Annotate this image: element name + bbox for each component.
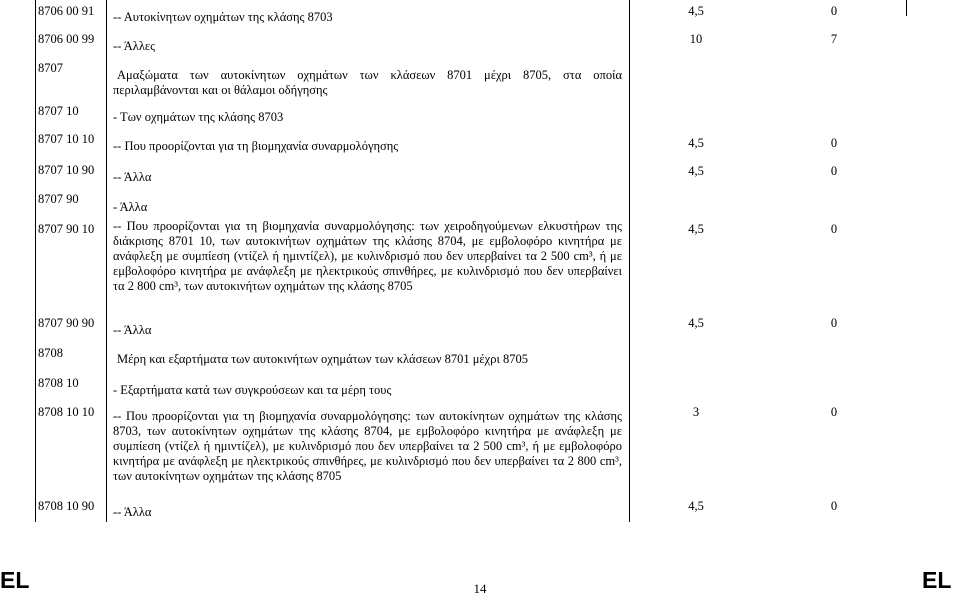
tariff-code: 8708 10 90 xyxy=(38,499,95,513)
duty-rate: 4,5 xyxy=(688,4,704,18)
table-rule-code-desc xyxy=(106,0,107,522)
duty-rate: 4,5 xyxy=(688,222,704,236)
duty-rate: 4,5 xyxy=(688,499,704,513)
tariff-description: -- Που προορίζονται για τη βιομηχανία συναρμολόγησης xyxy=(113,139,399,153)
table-rule-left xyxy=(35,0,36,522)
tariff-description: Μέρη και εξαρτήματα των αυτοκινήτων οχημάτων των κλάσεων 8701 μέχρι 8705 xyxy=(117,352,528,366)
tariff-description: -- Άλλες xyxy=(113,39,156,53)
tariff-code: 8707 90 xyxy=(38,192,79,206)
duty-rate: 4,5 xyxy=(688,136,704,150)
tariff-code: 8707 10 90 xyxy=(38,163,95,177)
footer-language-code-right: EL xyxy=(922,567,952,593)
tariff-code: 8707 90 90 xyxy=(38,316,95,330)
tariff-code: 8707 90 10 xyxy=(38,222,95,236)
quota-value: 0 xyxy=(830,4,838,18)
tariff-code: 8707 10 xyxy=(38,104,79,118)
table-rule-right xyxy=(906,0,907,16)
tariff-description: -- Άλλα xyxy=(113,323,152,337)
tariff-description: -- Άλλα xyxy=(113,170,152,184)
quota-value: 7 xyxy=(830,32,838,46)
tariff-description: -- Που προορίζονται για τη βιομηχανία συναρμολόγησης: των χειροδηγούμενων ελκυστήρων της διάκρισης 8701 10, των αυτοκινήτων οχημάτων της κλάσης 8704, με εμβολοφόρο κινητήρα με ανάφλεξη με συμπίεση (ντίζελ ή ημιντίζελ), με κυλινδρισμό που δεν υπερβαίνει τα 2 500 cm³, ή με εμβολοφόρο κινητήρα με ανάφλεξη με ηλεκτρικούς σπινθήρες, με κυλινδρισμό που δεν υπερβαίνει τα 2 800 cm³, των αυτοκινήτων οχημάτων της κλάσης 8705 xyxy=(113,219,622,293)
duty-rate: 10 xyxy=(689,32,703,46)
tariff-description: - Εξαρτήματα κατά των συγκρούσεων και τα μέρη τους xyxy=(113,383,392,397)
quota-value: 0 xyxy=(830,136,838,150)
tariff-code: 8708 10 10 xyxy=(38,405,95,419)
quota-value: 0 xyxy=(830,405,838,419)
tariff-description: -- Αυτοκίνητων οχημάτων της κλάσης 8703 xyxy=(113,10,333,24)
tariff-description: - Άλλα xyxy=(113,200,148,214)
footer-language-code-left: EL xyxy=(0,567,30,593)
tariff-code: 8706 00 99 xyxy=(38,32,95,46)
page-number: 14 xyxy=(473,581,487,596)
tariff-code: 8707 xyxy=(38,61,63,75)
quota-value: 0 xyxy=(830,316,838,330)
tariff-code: 8708 10 xyxy=(38,376,79,390)
tariff-description: - Των οχημάτων της κλάσης 8703 xyxy=(113,110,284,124)
tariff-code: 8708 xyxy=(38,346,63,360)
tariff-code: 8707 10 10 xyxy=(38,132,95,146)
table-rule-desc-rate xyxy=(629,0,630,522)
tariff-code: 8706 00 91 xyxy=(38,4,95,18)
duty-rate: 4,5 xyxy=(688,316,704,330)
quota-value: 0 xyxy=(830,222,838,236)
quota-value: 0 xyxy=(830,164,838,178)
duty-rate: 4,5 xyxy=(688,164,704,178)
tariff-description: -- Που προορίζονται για τη βιομηχανία συναρμολόγησης: των αυτοκίνητων οχημάτων της κλάσης 8703, των αυτοκίνητων οχημάτων της κλάσης 8704, με εμβολοφόρο κινητήρα με ανάφλεξη με συμπίεση (ντίζελ ή ημιντίζελ), με κυλινδρισμό που δεν υπερβαίνει τα 2 500 cm³, ή με εμβολοφόρο κινητήρα με ανάφλεξη με ηλεκτρικούς σπινθήρες, με κυλινδρισμό που δεν υπερβαίνει τα 2 800 cm³, των αυτοκίνητων οχημάτων της κλάσης 8705 xyxy=(113,409,622,483)
tariff-description: Αμαξώματα των αυτοκίνητων οχημάτων των κλάσεων 8701 μέχρι 8705, στα οποία περιλαμβάνονται και οι θάλαμοι οδήγησης xyxy=(113,68,622,97)
tariff-description: -- Άλλα xyxy=(113,505,152,519)
duty-rate: 3 xyxy=(692,405,700,419)
quota-value: 0 xyxy=(830,499,838,513)
